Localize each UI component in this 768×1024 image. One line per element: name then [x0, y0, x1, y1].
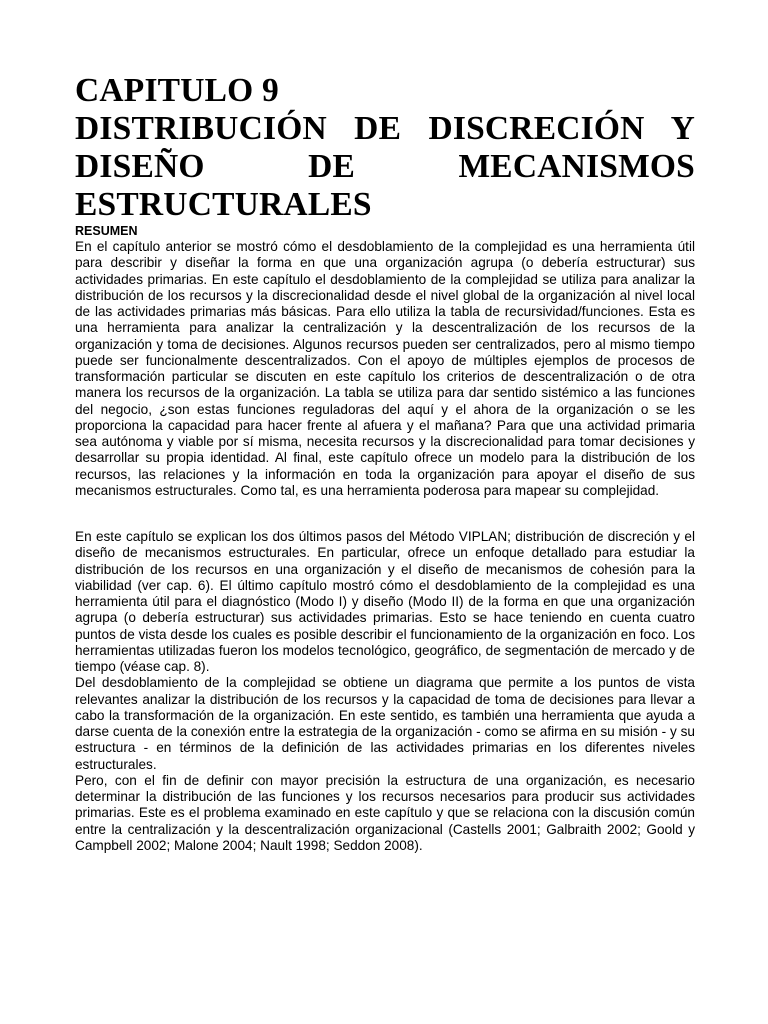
- summary-label: RESUMEN: [75, 224, 138, 238]
- chapter-heading: [75, 72, 695, 224]
- chapter-title-line-2: [75, 148, 695, 186]
- chapter-title-word: DISTRIBUCIÓN DE DISCRECIÓN Y: [75, 110, 695, 147]
- summary-paragraph: En el capítulo anterior se mostró cómo el desdoblamiento de la complejidad es una herramienta útil para describir y diseñar la forma en que una organización agrupa (o debería estructurar) sus actividades primarias. En este capítulo el desdoblamiento de la complejidad se utiliza para analizar la distribución de los recursos y la discrecionalidad desde el nivel global de la organización al nivel local de las actividades primarias más básicas. Para ello utiliza la tabla de recursividad/funciones. Esta es una herramienta para analizar la centralización y la descentralización de los recursos de la organización y toma de decisiones. Algunos recursos pueden ser centralizados, pero al mismo tiempo puede ser funcionalmente descentralizados. Con el apoyo de múltiples ejemplos de procesos de transformación particular se discuten en este capítulo los criterios de descentralización o de otra manera los recursos de la organización. La tabla se utiliza para dar sentido sistémico a las funciones del negocio, ¿son estas funciones reguladoras del aquí y el ahora de la organización o se les proporciona la capacidad para hacer frente al afuera y el mañana? Para que una actividad primaria sea autónoma y viable por sí misma, necesita recursos y la discrecionalidad para tomar decisiones y desarrollar su propia identidad. Al final, este capítulo ofrece un modelo para la distribución de los recursos, las relaciones y la información en toda la organización para apoyar el diseño de sus mecanismos estructurales. Como tal, es una herramienta poderosa para mapear su complejidad.: [75, 239, 695, 498]
- chapter-number: CAPITULO 9: [75, 72, 279, 109]
- body-paragraph-1: En este capítulo se explican los dos últimos pasos del Método VIPLAN; distribución de discreción y el diseño de mecanismos estructurales. En particular, ofrece un enfoque detallado para estudiar la distribución de los recursos en una organización y el diseño de mecanismos de cohesión para la viabilidad (ver cap. 6). El último capítulo mostró cómo el desdoblamiento de la complejidad es una herramienta útil para el diagnóstico (Modo I) y diseño (Modo II) de la forma en que una organización agrupa (o debería estructurar) sus actividades primarias. Esto se hace teniendo en cuenta cuatro puntos de vista desde los cuales es posible describir el funcionamiento de la organización en foco. Los herramientas utilizadas fueron los modelos tecnológico, geográfico, de segmentación de mercado y de tiempo (véase cap. 8).: [75, 529, 695, 674]
- chapter-title-line-3: ESTRUCTURALES: [75, 186, 372, 223]
- body-paragraph-3: Pero, con el fin de definir con mayor precisión la estructura de una organización, es necesario determinar la distribución de las funciones y los recursos necesarios para producir sus actividades primarias. Este es el problema examinado en este capítulo y que se relaciona con la discusión común entre la centralización y la descentralización organizacional (Castells 2001; Galbraith 2002; Goold y Campbell 2002; Malone 2004; Nault 1998; Seddon 2008).: [75, 772, 695, 853]
- chapter-title-word: DE: [308, 148, 356, 185]
- chapter-title-line-1: [75, 110, 695, 148]
- paragraph-spacer: [75, 499, 695, 529]
- chapter-title-word: MECANISMOS: [458, 148, 695, 185]
- body-paragraph-2: Del desdoblamiento de la complejidad se obtiene un diagrama que permite a los puntos de vista relevantes analizar la distribución de los recursos y la capacidad de toma de decisiones para llevar a cabo la transformación de la organización. En este sentido, es también una herramienta que ayuda a darse cuenta de la conexión entre la estrategia de la organización - como se afirma en su misión - y su estructura - en términos de la definición de las actividades primarias en los diferentes niveles estructurales.: [75, 675, 695, 772]
- chapter-title-word: DISEÑO: [75, 148, 205, 185]
- document-page: [75, 72, 695, 854]
